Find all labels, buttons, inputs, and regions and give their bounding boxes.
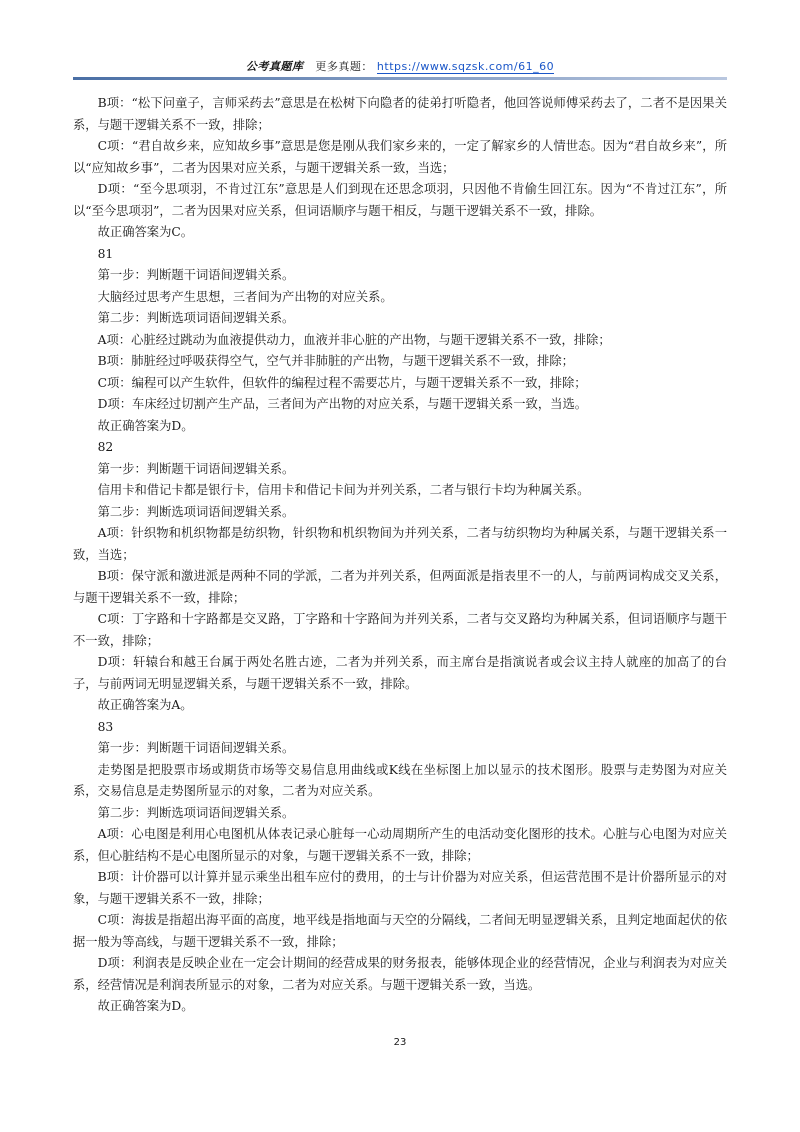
paragraph: C项：编程可以产生软件，但软件的编程过程不需要芯片，与题干逻辑关系不一致，排除；	[97, 375, 587, 390]
header-brand: 公考真题库	[245, 60, 304, 73]
step-heading: 第二步：判断选项词语间逻辑关系。	[97, 805, 295, 820]
header-link[interactable]: https://www.sqzsk.com/61_60	[376, 60, 555, 73]
paragraph: B项：肺脏经过呼吸获得空气，空气并非肺脏的产出物，与题干逻辑关系不一致，排除；	[97, 354, 574, 368]
answer-line: 故正确答案为D。	[97, 418, 194, 433]
question-number: 81	[97, 246, 114, 261]
paragraph: B项：保守派和激进派是两种不同的学派，二者为并列关系，但两面派是指表里不一的人，与前两词构成交叉关系，与题干逻辑关系不一致，排除；	[73, 569, 727, 605]
paragraph: 大脑经过思考产生思想，三者间为产出物的对应关系。	[97, 289, 393, 304]
header-divider	[73, 77, 727, 80]
document-body	[73, 93, 727, 1018]
paragraph: A项：心脏经过跳动为血液提供动力，血液并非心脏的产出物，与题干逻辑关系不一致，排除；	[97, 332, 611, 347]
step-heading: 第二步：判断选项词语间逻辑关系。	[97, 504, 295, 519]
answer-line: 故正确答案为C。	[97, 225, 194, 239]
paragraph: B项：“松下问童子，言师采药去”意思是在松树下向隐者的徒弟打听隐者，他回答说师傅采药去了，二者不是因果关系，与题干逻辑关系不一致，排除；	[73, 96, 727, 132]
paragraph: 信用卡和借记卡都是银行卡，信用卡和借记卡间为并列关系，二者与银行卡均为种属关系。	[97, 483, 590, 497]
paragraph: C项：丁字路和十字路都是交叉路，丁字路和十字路间为并列关系，二者与交叉路均为种属关系，但词语顺序与题干不一致，排除；	[73, 612, 727, 648]
paragraph: B项：计价器可以计算并显示乘坐出租车应付的费用，的士与计价器为对应关系，但运营范围不是计价器所显示的对象，与题干逻辑关系不一致，排除；	[73, 870, 727, 906]
paragraph: D项：轩辕台和越王台属于两处名胜古迹，二者为并列关系，而主席台是指演说者或会议主持人就座的加高了的台子，与前两词无明显逻辑关系，与题干逻辑关系不一致，排除。	[73, 655, 727, 691]
step-heading: 第一步：判断题干词语间逻辑关系。	[97, 268, 295, 282]
paragraph: C项：“君自故乡来，应知故乡事”意思是您是刚从我们家乡来的，一定了解家乡的人情世态。因为“君自故乡来”，所以“应知故乡事”，二者为因果对应关系，与题干逻辑关系一致，当选；	[73, 139, 727, 175]
question-number: 83	[97, 719, 114, 734]
paragraph: A项：心电图是利用心电图机从体表记录心脏每一心动周期所产生的电活动变化图形的技术。心脏与心电图为对应关系，但心脏结构不是心电图所显示的对象，与题干逻辑关系不一致，排除；	[73, 827, 727, 863]
paragraph: C项：海拔是指超出海平面的高度，地平线是指地面与天空的分隔线，二者间无明显逻辑关系，且判定地面起伏的依据一般为等高线，与题干逻辑关系不一致，排除；	[73, 913, 727, 949]
answer-line: 故正确答案为D。	[97, 999, 194, 1013]
header-prefix: 更多真题：	[315, 60, 373, 73]
paragraph: A项：针织物和机织物都是纺织物，针织物和机织物间为并列关系，二者与纺织物均为种属关系，与题干逻辑关系一致，当选；	[73, 526, 727, 562]
page-number: 23	[393, 1037, 407, 1048]
step-heading: 第二步：判断选项词语间逻辑关系。	[97, 311, 295, 325]
paragraph: 走势图是把股票市场或期货市场等交易信息用曲线或K线在坐标图上加以显示的技术图形。股票与走势图为对应关系，交易信息是走势图所显示的对象，二者为对应关系。	[73, 762, 727, 798]
step-heading: 第一步：判断题干词语间逻辑关系。	[97, 461, 295, 476]
paragraph: D项：利润表是反映企业在一定会计期间的经营成果的财务报表，能够体现企业的经营情况，企业与利润表为对应关系，经营情况是利润表所显示的对象，二者为对应关系。与题干逻辑关系一致，当选。	[73, 956, 727, 992]
page-header	[0, 58, 800, 74]
paragraph: D项：“至今思项羽，不肯过江东”意思是人们到现在还思念项羽，只因他不肯偷生回江东。因为“不肯过江东”，所以“至今思项羽”，二者为因果对应关系，但词语顺序与题干相反，与题干逻辑关系不一致，排除。	[73, 182, 727, 218]
answer-line: 故正确答案为A。	[97, 698, 193, 712]
paragraph: D项：车床经过切割产生产品，三者间为产出物的对应关系，与题干逻辑关系一致，当选。	[97, 397, 588, 411]
question-number: 82	[97, 440, 114, 454]
step-heading: 第一步：判断题干词语间逻辑关系。	[97, 741, 295, 755]
